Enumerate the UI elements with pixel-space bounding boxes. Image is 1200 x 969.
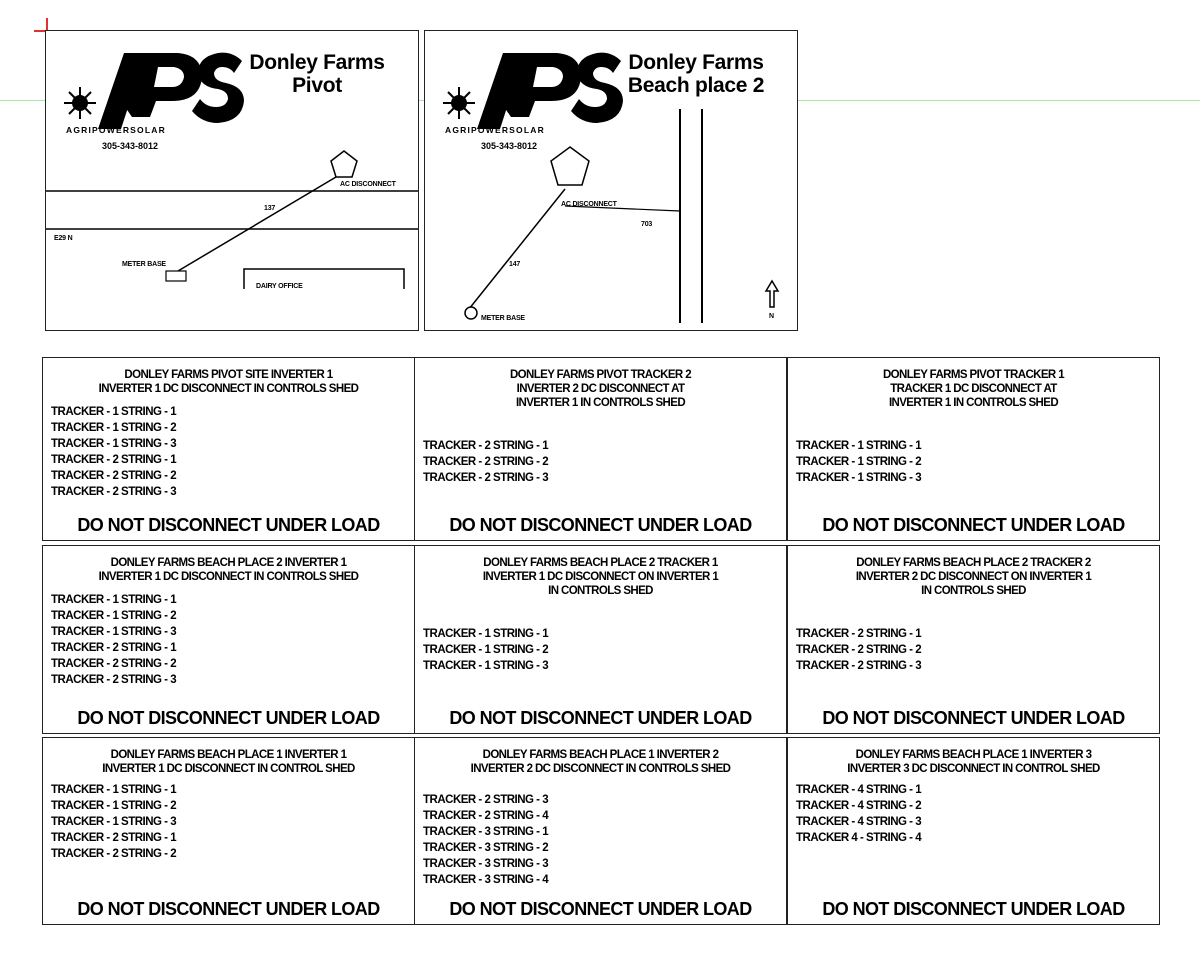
meter-base-label: METER BASE <box>122 261 166 268</box>
string-entry: TRACKER - 1 STRING - 2 <box>51 610 177 622</box>
string-entry: TRACKER - 1 STRING - 1 <box>423 628 549 640</box>
map-title <box>232 51 402 97</box>
disconnect-label <box>787 737 1160 925</box>
string-list <box>423 792 548 888</box>
warning-text: DO NOT DISCONNECT UNDER LOAD <box>77 708 380 728</box>
string-entry: TRACKER - 2 STRING - 2 <box>51 658 177 670</box>
label-heading <box>43 556 414 584</box>
string-entry: TRACKER - 2 STRING - 4 <box>423 810 549 822</box>
ac-disconnect-label: AC DISCONNECT <box>561 201 617 208</box>
north-label: N <box>769 313 774 320</box>
string-entry: TRACKER - 1 STRING - 1 <box>51 406 177 418</box>
string-list <box>51 782 176 862</box>
label-heading <box>788 748 1159 776</box>
label-heading-line: DONLEY FARMS BEACH PLACE 2 TRACKER 2 <box>856 557 1091 569</box>
string-entry: TRACKER - 1 STRING - 3 <box>796 472 922 484</box>
string-entry: TRACKER - 1 STRING - 2 <box>423 644 549 656</box>
string-entry: TRACKER - 1 STRING - 3 <box>51 438 177 450</box>
map-panel-beach-place-2 <box>424 30 798 331</box>
string-entry: TRACKER - 1 STRING - 2 <box>51 800 177 812</box>
map-panel-pivot <box>45 30 419 331</box>
distance-label: 147 <box>509 261 521 268</box>
string-entry: TRACKER - 1 STRING - 3 <box>51 816 177 828</box>
dairy-office-label: DAIRY OFFICE <box>256 283 303 290</box>
label-heading <box>415 748 786 776</box>
string-entry: TRACKER - 2 STRING - 2 <box>51 848 177 860</box>
string-entry: TRACKER - 4 STRING - 2 <box>796 800 922 812</box>
string-list <box>796 626 921 674</box>
disconnect-label <box>414 357 787 541</box>
disconnect-label <box>787 545 1160 734</box>
disconnect-label <box>42 357 415 541</box>
string-list <box>423 438 548 486</box>
label-heading-line: DONLEY FARMS BEACH PLACE 1 INVERTER 3 <box>855 749 1092 761</box>
label-heading-line: TRACKER 1 DC DISCONNECT AT <box>890 383 1057 395</box>
string-entry: TRACKER - 3 STRING - 1 <box>423 826 549 838</box>
string-entry: TRACKER - 1 STRING - 2 <box>796 456 922 468</box>
string-list <box>51 404 176 500</box>
road-label: E29 N <box>54 235 73 242</box>
label-heading-line: INVERTER 1 DC DISCONNECT IN CONTROL SHED <box>102 763 355 775</box>
string-entry: TRACKER - 4 STRING - 3 <box>796 816 922 828</box>
label-heading-line: IN CONTROLS SHED <box>548 585 653 597</box>
distance-label: 137 <box>264 205 276 212</box>
string-entry: TRACKER - 4 STRING - 1 <box>796 784 922 796</box>
warning-text: DO NOT DISCONNECT UNDER LOAD <box>449 708 752 728</box>
map-title-line2: Beach place 2 <box>627 74 765 97</box>
string-entry: TRACKER - 2 STRING - 2 <box>51 470 177 482</box>
string-entry: TRACKER - 1 STRING - 3 <box>423 660 549 672</box>
label-heading-line: DONLEY FARMS BEACH PLACE 1 INVERTER 2 <box>482 749 719 761</box>
meter-base-label: METER BASE <box>481 315 525 322</box>
map-title-line1: Donley Farms <box>628 51 764 74</box>
warning-text: DO NOT DISCONNECT UNDER LOAD <box>449 515 752 535</box>
string-entry: TRACKER - 2 STRING - 3 <box>51 486 177 498</box>
label-heading-line: DONLEY FARMS BEACH PLACE 2 TRACKER 1 <box>483 557 718 569</box>
string-entry: TRACKER - 1 STRING - 2 <box>51 422 177 434</box>
string-entry: TRACKER - 2 STRING - 1 <box>51 454 177 466</box>
string-list <box>423 626 548 674</box>
string-entry: TRACKER - 2 STRING - 3 <box>423 794 549 806</box>
label-heading-line: DONLEY FARMS BEACH PLACE 2 INVERTER 1 <box>110 557 347 569</box>
string-entry: TRACKER - 3 STRING - 2 <box>423 842 549 854</box>
label-heading-line: DONLEY FARMS BEACH PLACE 1 INVERTER 1 <box>110 749 347 761</box>
label-heading-line: DONLEY FARMS PIVOT SITE INVERTER 1 <box>124 369 333 381</box>
string-entry: TRACKER - 1 STRING - 3 <box>51 626 177 638</box>
string-entry: TRACKER 4 - STRING - 4 <box>796 832 922 844</box>
label-heading <box>43 368 414 396</box>
warning-text: DO NOT DISCONNECT UNDER LOAD <box>822 708 1125 728</box>
label-heading-line: INVERTER 2 DC DISCONNECT AT <box>516 383 685 395</box>
label-heading <box>43 748 414 776</box>
phone-number: 305-343-8012 <box>481 141 538 151</box>
string-entry: TRACKER - 1 STRING - 1 <box>51 594 177 606</box>
string-entry: TRACKER - 3 STRING - 4 <box>423 874 549 886</box>
map-title-line2: Pivot <box>292 74 342 97</box>
distance-label: 703 <box>641 221 653 228</box>
agripower-logo-icon <box>443 53 623 129</box>
string-list <box>796 438 921 486</box>
label-heading-line: INVERTER 1 IN CONTROLS SHED <box>888 397 1059 409</box>
label-heading <box>415 556 786 598</box>
string-list <box>51 592 176 688</box>
map-title-line1: Donley Farms <box>249 51 385 74</box>
label-heading-line: INVERTER 1 DC DISCONNECT ON INVERTER 1 <box>482 571 719 583</box>
string-entry: TRACKER - 2 STRING - 1 <box>51 832 177 844</box>
warning-text: DO NOT DISCONNECT UNDER LOAD <box>822 515 1125 535</box>
label-heading-line: DONLEY FARMS PIVOT TRACKER 1 <box>882 369 1065 381</box>
disconnect-label <box>414 737 787 925</box>
label-heading-line: INVERTER 3 DC DISCONNECT IN CONTROL SHED <box>847 763 1100 775</box>
label-heading-line: INVERTER 1 DC DISCONNECT IN CONTROLS SHED <box>98 571 359 583</box>
string-entry: TRACKER - 2 STRING - 1 <box>796 628 922 640</box>
phone-number: 305-343-8012 <box>102 141 159 151</box>
label-heading-line: DONLEY FARMS PIVOT TRACKER 2 <box>509 369 692 381</box>
warning-text: DO NOT DISCONNECT UNDER LOAD <box>449 899 752 919</box>
string-entry: TRACKER - 2 STRING - 1 <box>423 440 549 452</box>
label-heading <box>788 556 1159 598</box>
label-heading <box>415 368 786 410</box>
string-entry: TRACKER - 2 STRING - 2 <box>796 644 922 656</box>
label-heading <box>788 368 1159 410</box>
warning-text: DO NOT DISCONNECT UNDER LOAD <box>77 515 380 535</box>
brand-name: AGRIPOWERSOLAR <box>445 125 545 135</box>
disconnect-label <box>42 545 415 734</box>
string-entry: TRACKER - 1 STRING - 1 <box>51 784 177 796</box>
map-title <box>611 51 781 97</box>
warning-text: DO NOT DISCONNECT UNDER LOAD <box>822 899 1125 919</box>
label-heading-line: IN CONTROLS SHED <box>921 585 1026 597</box>
disconnect-label <box>42 737 415 925</box>
string-entry: TRACKER - 2 STRING - 3 <box>51 674 177 686</box>
disconnect-label <box>414 545 787 734</box>
brand-name: AGRIPOWERSOLAR <box>66 125 166 135</box>
string-entry: TRACKER - 2 STRING - 3 <box>796 660 922 672</box>
string-entry: TRACKER - 3 STRING - 3 <box>423 858 549 870</box>
label-heading-line: INVERTER 2 DC DISCONNECT IN CONTROLS SHED <box>470 763 731 775</box>
label-heading-line: INVERTER 2 DC DISCONNECT ON INVERTER 1 <box>855 571 1092 583</box>
string-entry: TRACKER - 2 STRING - 1 <box>51 642 177 654</box>
label-heading-line: INVERTER 1 IN CONTROLS SHED <box>515 397 686 409</box>
string-entry: TRACKER - 1 STRING - 1 <box>796 440 922 452</box>
ac-disconnect-label: AC DISCONNECT <box>340 181 396 188</box>
disconnect-label <box>787 357 1160 541</box>
string-entry: TRACKER - 2 STRING - 2 <box>423 456 549 468</box>
agripower-logo-icon <box>64 53 244 129</box>
string-entry: TRACKER - 2 STRING - 3 <box>423 472 549 484</box>
string-list <box>796 782 921 846</box>
warning-text: DO NOT DISCONNECT UNDER LOAD <box>77 899 380 919</box>
label-heading-line: INVERTER 1 DC DISCONNECT IN CONTROLS SHED <box>98 383 359 395</box>
